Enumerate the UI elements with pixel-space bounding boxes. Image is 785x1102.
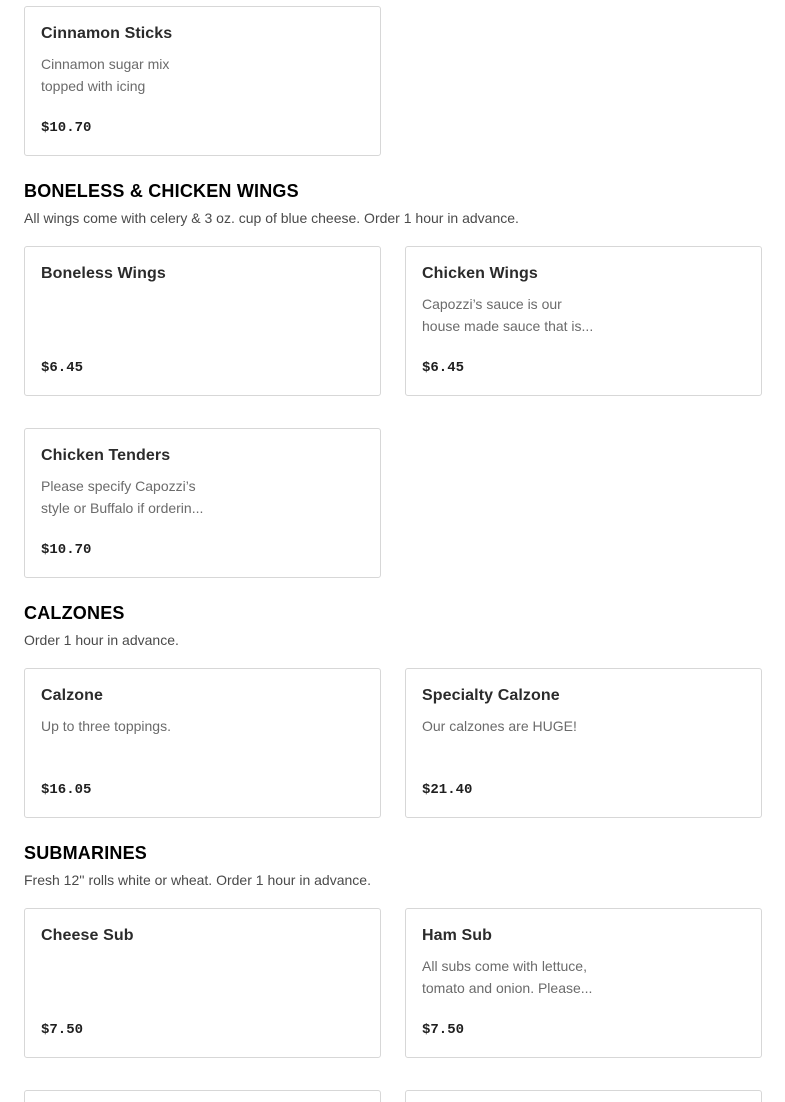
menu-item-card-specialty-calzone[interactable]: [405, 668, 762, 818]
menu-item-card-partial[interactable]: [405, 1090, 762, 1102]
menu-item-description: [422, 955, 612, 999]
menu-item-price: $10.70: [41, 120, 92, 136]
menu-item-card-cinnamon-sticks[interactable]: [24, 6, 381, 156]
menu-item-name: Specialty Calzone: [422, 687, 560, 704]
menu-item-description-line: style or Buffalo if orderin...: [41, 500, 204, 516]
menu-item-description-line: house made sauce that is...: [422, 318, 594, 334]
menu-item-description-line: tomato and onion. Please...: [422, 980, 593, 996]
menu-item-price: $6.45: [41, 360, 84, 376]
section-subtitle-calzones: Order 1 hour in advance.: [24, 632, 179, 648]
menu-item-name: Cinnamon Sticks: [41, 25, 173, 42]
menu-item-description-line: Cinnamon sugar mix: [41, 56, 170, 72]
menu-item-description-line: Our calzones are HUGE!: [422, 718, 577, 734]
section-subtitle-submarines: Fresh 12'' rolls white or wheat. Order 1 hour in advance.: [24, 872, 371, 888]
menu-item-name: Chicken Tenders: [41, 447, 171, 464]
section-title-wings: BONELESS & CHICKEN WINGS: [24, 181, 299, 201]
menu-item-price: $7.50: [41, 1022, 84, 1038]
menu-item-price: $7.50: [422, 1022, 465, 1038]
section-title-submarines: SUBMARINES: [24, 843, 148, 863]
menu-item-card-ham-sub[interactable]: [405, 908, 762, 1058]
menu-item-description: [41, 715, 231, 737]
menu-item-description: [422, 293, 612, 337]
menu-item-description-line: Up to three toppings.: [41, 718, 171, 734]
menu-item-name: Cheese Sub: [41, 927, 134, 944]
menu-item-description-line: All subs come with lettuce,: [422, 958, 587, 974]
menu-item-card-chicken-tenders[interactable]: [24, 428, 381, 578]
menu-item-description-line: Capozzi’s sauce is our: [422, 296, 562, 312]
menu-item-card-partial[interactable]: [24, 1090, 381, 1102]
menu-item-price: $21.40: [422, 782, 473, 798]
menu-item-card-boneless-wings[interactable]: [24, 246, 381, 396]
menu-item-name: Ham Sub: [422, 927, 493, 944]
menu-item-card-calzone[interactable]: [24, 668, 381, 818]
menu-item-name: Boneless Wings: [41, 265, 166, 282]
menu-item-name: Chicken Wings: [422, 265, 538, 282]
menu-item-description-line: topped with icing: [41, 78, 146, 94]
menu-item-price: $10.70: [41, 542, 92, 558]
menu-item-description-line: Please specify Capozzi’s: [41, 478, 196, 494]
section-subtitle-wings: All wings come with celery & 3 oz. cup of blue cheese. Order 1 hour in advance.: [24, 210, 519, 226]
menu-item-description: [41, 53, 231, 97]
menu-item-card-chicken-wings[interactable]: [405, 246, 762, 396]
menu-item-price: $16.05: [41, 782, 92, 798]
menu-item-description: [41, 475, 231, 519]
menu-item-name: Calzone: [41, 687, 104, 704]
menu-item-card-cheese-sub[interactable]: [24, 908, 381, 1058]
menu-item-description: [422, 715, 612, 737]
section-title-calzones: CALZONES: [24, 603, 125, 623]
menu-item-price: $6.45: [422, 360, 465, 376]
